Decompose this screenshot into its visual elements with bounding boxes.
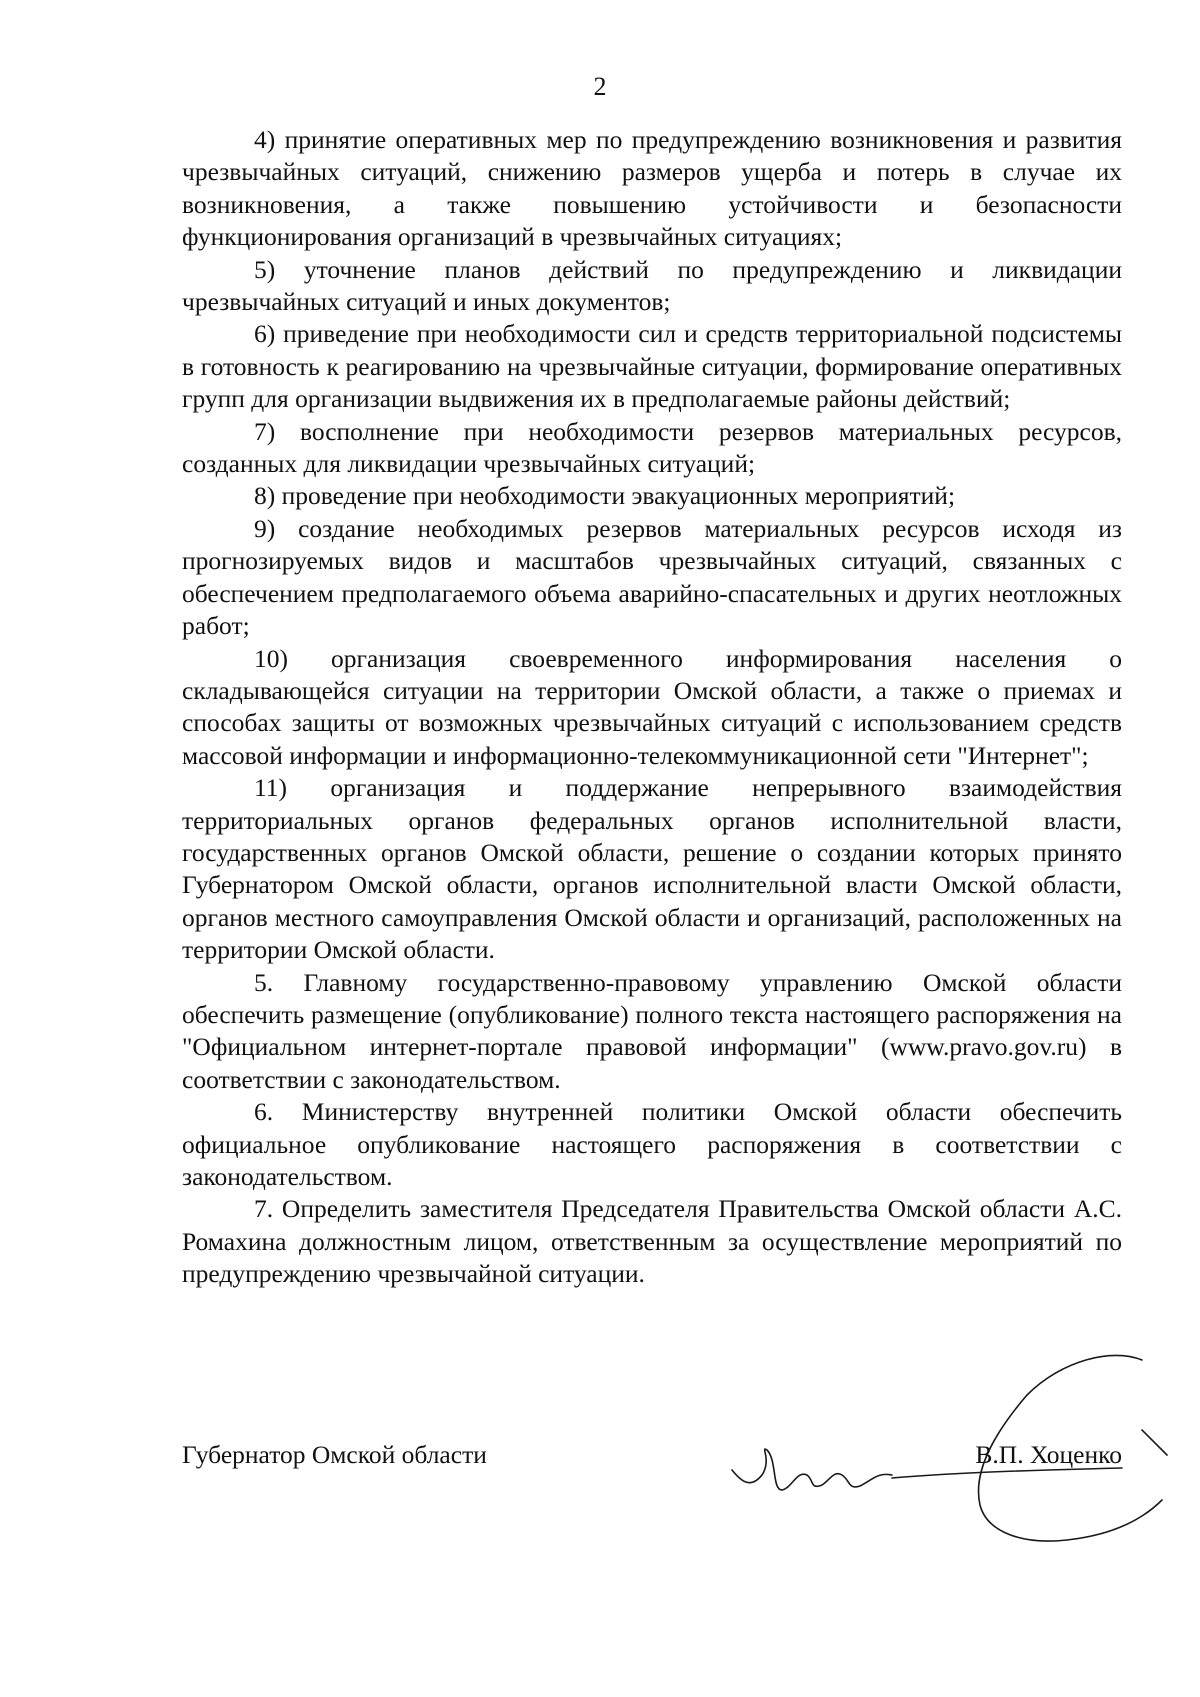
paragraph-item-4: 4) принятие оперативных мер по предупреждению возникновения и развития чрезвычайных ситуаций, снижению размеров ущерба и потерь в случае их возникновения, а также повышению устойчивости и безопасности функционирования организаций в чрезвычайных ситуациях; (182, 125, 1122, 252)
handwritten-signature (722, 1340, 1182, 1580)
paragraph-item-9: 9) создание необходимых резервов материальных ресурсов исходя из прогнозируемых видов и масштабов чрезвычайных ситуаций, связанных с обеспечением предполагаемого объема аварийно-спасательных и других неотложных работ; (182, 513, 1122, 641)
signature-block (182, 1440, 1122, 1590)
paragraph-item-11: 11) организация и поддержание непрерывного взаимодействия территориальных органов федеральных органов исполнительной власти, государственных органов Омской области, решение о создании которых принято Губернатором Омской области, органов исполнительной власти Омской области, органов местного самоуправления Омской области и организаций, расположенных на территории Омской области. (182, 773, 1122, 965)
document-body (182, 124, 1122, 1291)
paragraph-item-10: 10) организация своевременного информирования населения о складывающейся ситуации на территории Омской области, а также о приемах и способах защиты от возможных чрезвычайных ситуаций с использованием средств массовой информации и информационно-телекоммуникационной сети "Интернет"; (182, 643, 1122, 770)
paragraph-item-6: 6) приведение при необходимости сил и средств территориальной подсистемы в готовность к реагированию на чрезвычайные ситуации, формирование оперативных групп для организации выдвижения их в предполагаемые районы действий; (182, 319, 1122, 414)
paragraph-clause-7: 7. Определить заместителя Председателя Правительства Омской области А.С. Ромахина должностным лицом, ответственным за осуществление мероприятий по предупреждению чрезвычайной ситуации. (182, 1194, 1122, 1289)
paragraph-item-7: 7) восполнение при необходимости резервов материальных ресурсов, созданных для ликвидации чрезвычайных ситуаций; (182, 416, 1122, 479)
paragraph-clause-5: 5. Главному государственно-правовому управлению Омской области обеспечить размещение (опубликование) полного текста настоящего распоряжения на "Официальном интернет-портале правовой информации" (www.pravo.gov.ru) в соответствии с законодательством. (182, 967, 1122, 1094)
signatory-position: Губернатор Омской области (182, 1440, 487, 1469)
page-number: 2 (593, 72, 607, 101)
signatory-name: В.П. Хоценко (975, 1440, 1122, 1469)
paragraph-clause-6: 6. Министерству внутренней политики Омской области обеспечить официальное опубликование настоящего распоряжения в соответствии с законодательством. (182, 1097, 1122, 1191)
paragraph-item-5: 5) уточнение планов действий по предупреждению и ликвидации чрезвычайных ситуаций и иных документов; (182, 254, 1122, 317)
paragraph-item-8: 8) проведение при необходимости эвакуационных мероприятий; (254, 481, 956, 511)
